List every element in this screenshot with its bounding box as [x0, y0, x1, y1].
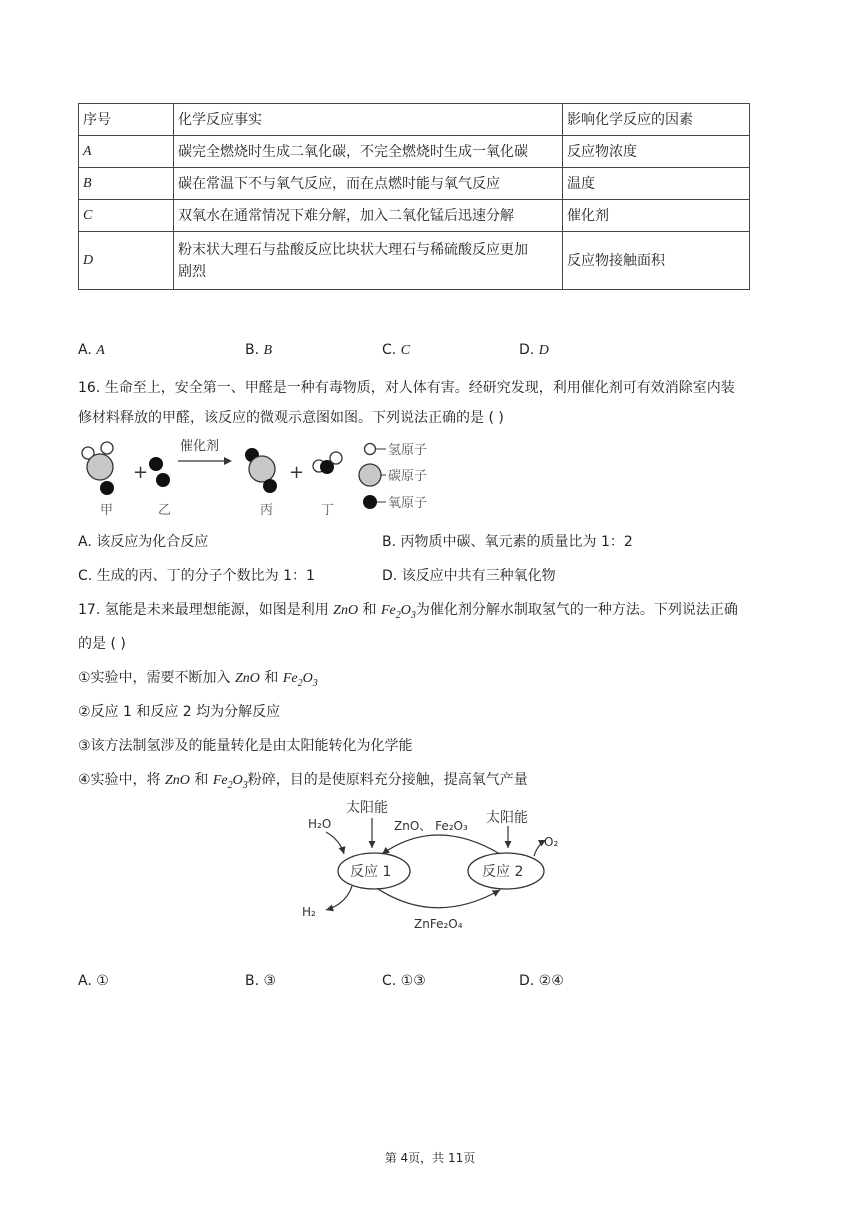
table-cell-fact: 双氧水在通常情况下难分解，加入二氧化锰后迅速分解	[174, 200, 563, 232]
molecule-yi-icon	[149, 457, 170, 487]
table-header-row	[79, 104, 750, 136]
label-ding: 丁	[321, 503, 335, 518]
reaction-1-label: 反应 1	[350, 864, 392, 880]
znfe2o4-arrow	[378, 889, 500, 908]
table-row	[79, 136, 750, 168]
q17-statement-2: ②反应 1 和反应 2 均为分解反应	[78, 704, 281, 720]
table-header-cell: 影响化学反应的因素	[563, 104, 750, 136]
table-cell-id: D	[79, 232, 174, 290]
table-cell-fact: 碳完全燃烧时生成二氧化碳，不完全燃烧时生成一氧化碳	[174, 136, 563, 168]
label-jia: 甲	[100, 503, 114, 518]
h2-label: H₂	[302, 905, 316, 919]
q16-option-a[interactable]: A. 该反应为化合反应	[78, 534, 209, 550]
solar-label-2: 太阳能	[486, 810, 528, 826]
q17-option-c[interactable]: C. ①③	[382, 973, 426, 989]
catalyst-return-arrow	[382, 835, 500, 854]
legend-oxygen: 氧原子	[388, 496, 428, 511]
q17-option-d[interactable]: D. ②④	[519, 973, 564, 989]
q16-stem-line2: 修材料释放的甲醛，该反应的微观示意图如图。下列说法正确的是 ( )	[78, 410, 504, 426]
table-cell-factor: 反应物接触面积	[563, 232, 750, 290]
plus-sign: +	[133, 462, 149, 483]
table-cell-id: C	[79, 200, 174, 232]
q17-statement-1: ①实验中，需要不断加入 ZnO 和 $Fe_2O_3$	[78, 670, 318, 689]
o2-label: O₂	[544, 835, 559, 849]
q16-option-c[interactable]: C. 生成的丙、丁的分子个数比为 1：1	[78, 568, 315, 584]
q17-statement-4: ④实验中，将 ZnO 和 $Fe_2O_3$粉碎，目的是使原料充分接触，提高氧气产量	[78, 772, 528, 791]
znfe2o4-label: ZnFe₂O₄	[414, 917, 463, 931]
fact-line: 粉末状大理石与盐酸反应比块状大理石与稀硫酸反应更加	[178, 241, 528, 258]
q17-option-a[interactable]: A. ①	[78, 973, 109, 989]
label-bing: 丙	[260, 503, 274, 518]
q16-reaction-diagram	[74, 436, 454, 520]
carbon-atom-icon	[359, 464, 381, 486]
table-cell-fact: 碳在常温下不与氧气反应，而在点燃时能与氧气反应	[174, 168, 563, 200]
table-row	[79, 232, 750, 290]
molecule-jia-icon	[82, 442, 114, 495]
q16-stem-line1: 16. 生命至上，安全第一、甲醛是一种有毒物质，对人体有害。经研究发现，利用催化剂可有效消除室内装	[78, 380, 735, 396]
q16-option-b[interactable]: B. 丙物质中碳、氧元素的质量比为 1：2	[382, 534, 633, 550]
reaction-2-label: 反应 2	[482, 864, 524, 880]
q17-option-b[interactable]: B. ③	[245, 973, 277, 989]
table-row	[79, 200, 750, 232]
q17-cycle-diagram	[296, 796, 576, 936]
legend-hydrogen: 氢原子	[388, 443, 428, 458]
table-header-cell: 序号	[79, 104, 174, 136]
page-footer: 第 4页，共 11页	[384, 1151, 476, 1165]
h2o-arrow	[326, 832, 344, 854]
q15-option-a[interactable]: A. A	[78, 342, 105, 358]
molecule-bing-icon	[245, 448, 277, 493]
hydrogen-atom-icon	[365, 444, 376, 455]
h2-arrow	[326, 886, 352, 910]
label-yi: 乙	[158, 503, 172, 518]
oxygen-atom-icon	[363, 495, 377, 509]
fact-line: 剧烈	[178, 263, 206, 280]
legend	[359, 443, 427, 511]
table-cell-factor: 反应物浓度	[563, 136, 750, 168]
table-cell-fact	[174, 232, 563, 290]
table-cell-factor: 催化剂	[563, 200, 750, 232]
catalyst-label: ZnO、 Fe₂O₃	[394, 819, 468, 833]
legend-carbon: 碳原子	[388, 469, 428, 484]
q15-option-d[interactable]: D. D	[519, 342, 549, 358]
table-row	[79, 168, 750, 200]
table-cell-factor: 温度	[563, 168, 750, 200]
q16-option-d[interactable]: D. 该反应中共有三种氧化物	[382, 568, 556, 584]
q17-statement-3: ③该方法制氢涉及的能量转化是由太阳能转化为化学能	[78, 738, 413, 754]
q17-stem-line2: 的是 ( )	[78, 636, 126, 652]
table-cell-id: B	[79, 168, 174, 200]
solar-label-1: 太阳能	[346, 800, 388, 816]
arrow-label: 催化剂	[180, 439, 220, 454]
factors-table	[78, 103, 750, 290]
table-header-cell: 化学反应事实	[174, 104, 563, 136]
table-cell-id: A	[79, 136, 174, 168]
q15-option-b[interactable]: B. B	[245, 342, 273, 358]
q17-stem-line1: 17. 氢能是未来最理想能源，如图是利用 ZnO 和 $Fe_2O_3$为催化剂分解水制取氢气的一种方法。下列说法正确	[78, 602, 738, 621]
q15-option-c[interactable]: C. C	[382, 342, 411, 358]
h2o-label: H₂O	[308, 817, 332, 831]
plus-sign: +	[289, 462, 305, 483]
molecule-ding-icon	[313, 452, 342, 474]
